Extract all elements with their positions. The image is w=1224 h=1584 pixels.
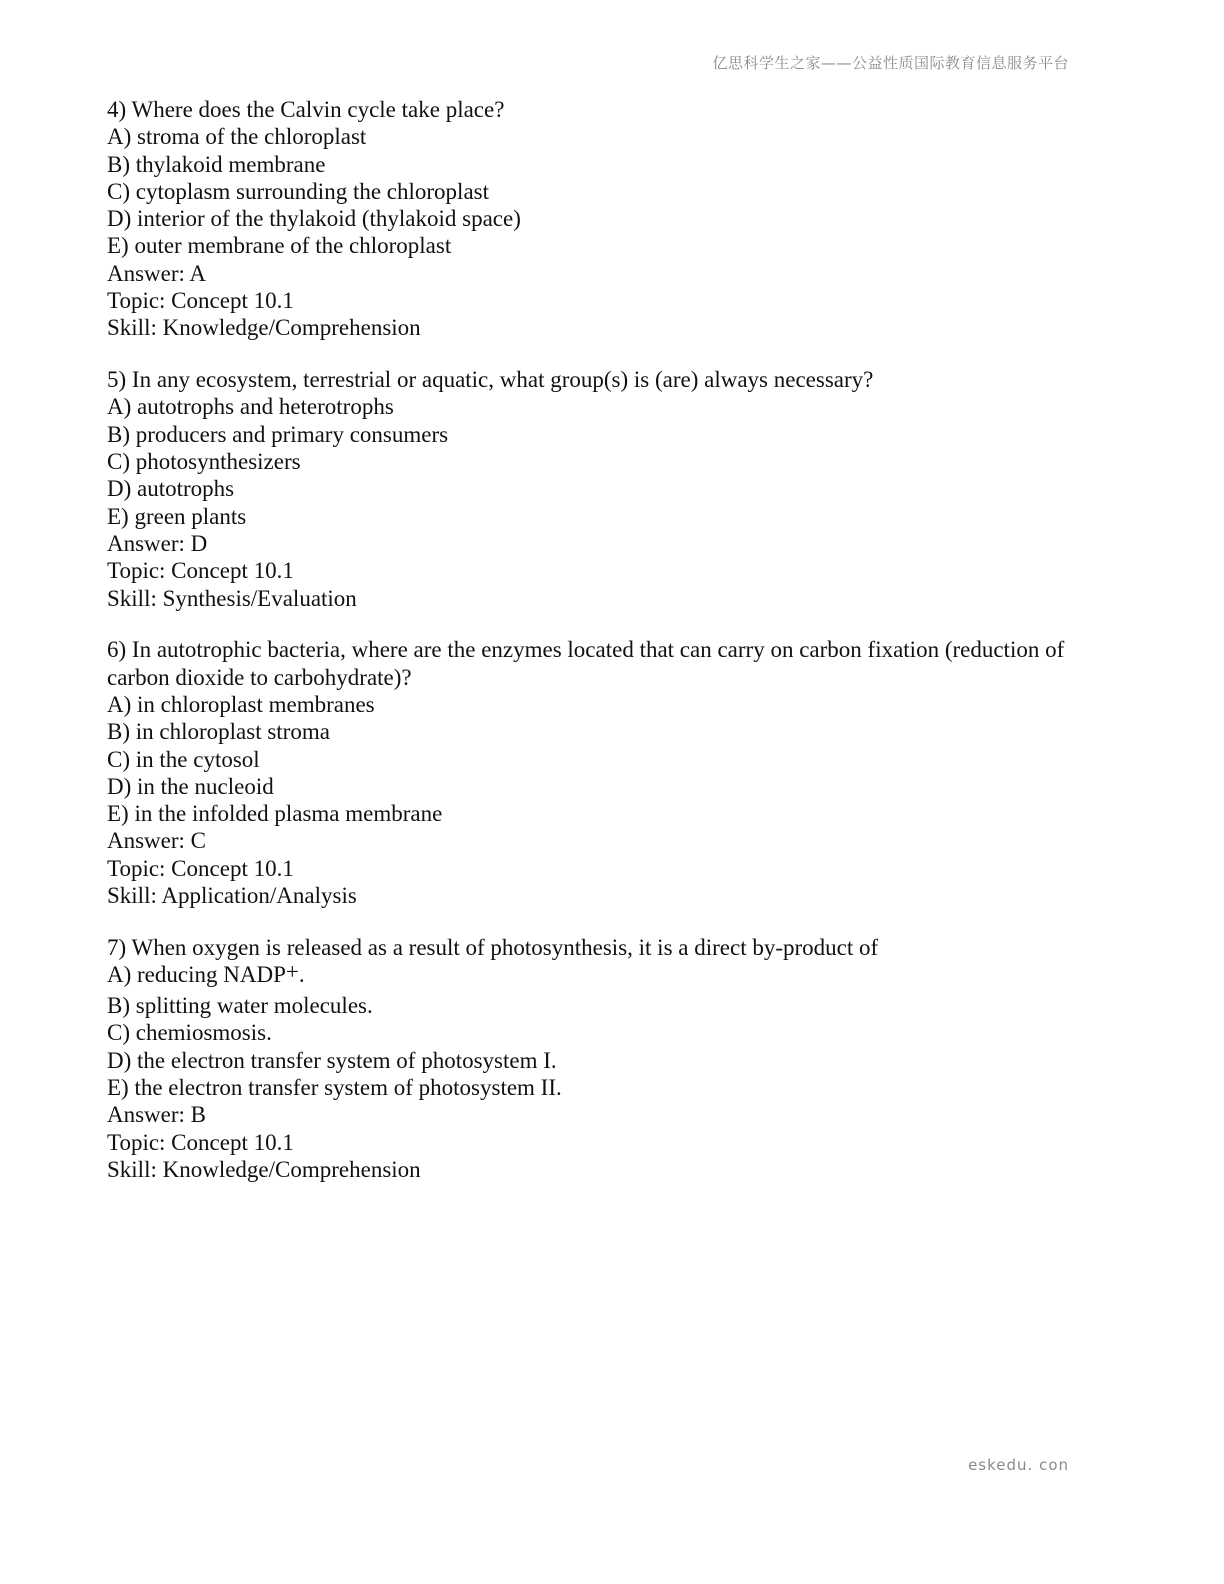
option-e: E) the electron transfer system of photosystem II. <box>107 1075 562 1100</box>
option-d: D) interior of the thylakoid (thylakoid space) <box>107 206 521 232</box>
footer-watermark: eskedu. con <box>968 1456 1069 1474</box>
option-c: C) photosynthesizers <box>107 449 301 475</box>
option-a: A) in chloroplast membranes <box>107 691 375 717</box>
question-list <box>107 96 1117 1208</box>
option-a: A) autotrophs and heterotrophs <box>107 394 394 420</box>
option-c: C) in the cytosol <box>107 746 260 772</box>
skill: Skill: Application/Analysis <box>107 883 357 909</box>
superscript-plus: + <box>285 959 299 985</box>
option-a: A) stroma of the chloroplast <box>107 124 367 150</box>
topic: Topic: Concept 10.1 <box>107 558 294 584</box>
skill: Skill: Knowledge/Comprehension <box>107 315 421 341</box>
option-e: E) green plants <box>107 503 247 529</box>
option-b: B) thylakoid membrane <box>107 151 326 177</box>
option-e: E) outer membrane of the chloroplast <box>107 233 452 259</box>
topic: Topic: Concept 10.1 <box>107 288 294 314</box>
answer: Answer: B <box>107 1102 207 1128</box>
answer: Answer: C <box>107 828 207 854</box>
question-5 <box>107 366 1117 612</box>
question-7 <box>107 934 1117 1183</box>
question-text: 6) In autotrophic bacteria, where are the enzymes located that can carry on carbon fixation (reduction of carbon dioxide to carbohydrate)? <box>107 637 1065 690</box>
option-c: C) chemiosmosis. <box>107 1020 272 1046</box>
skill: Skill: Synthesis/Evaluation <box>107 585 357 611</box>
skill: Skill: Knowledge/Comprehension <box>107 1156 421 1182</box>
question-4 <box>107 96 1117 342</box>
question-text: 4) Where does the Calvin cycle take place? <box>107 97 505 122</box>
question-text: 7) When oxygen is released as a result of photosynthesis, it is a direct by-product of <box>107 934 879 960</box>
option-b: B) in chloroplast stroma <box>107 719 330 745</box>
answer: Answer: A <box>107 260 207 286</box>
option-d: D) the electron transfer system of photosystem I. <box>107 1047 557 1073</box>
option-b: B) splitting water molecules. <box>107 993 373 1019</box>
option-d: D) autotrophs <box>107 476 235 502</box>
option-a-text: A) reducing NADP <box>107 962 286 988</box>
option-b: B) producers and primary consumers <box>107 421 449 447</box>
answer: Answer: D <box>107 530 208 556</box>
question-6 <box>107 636 1117 909</box>
header-watermark: 亿思科学生之家——公益性质国际教育信息服务平台 <box>712 54 1069 72</box>
option-d: D) in the nucleoid <box>107 773 274 799</box>
question-text: 5) In any ecosystem, terrestrial or aquatic, what group(s) is (are) always necessary? <box>107 367 874 393</box>
option-a <box>107 958 1117 992</box>
option-c: C) cytoplasm surrounding the chloroplast <box>107 178 489 204</box>
topic: Topic: Concept 10.1 <box>107 1129 294 1155</box>
option-e: E) in the infolded plasma membrane <box>107 801 443 827</box>
option-a-period: . <box>298 962 305 988</box>
topic: Topic: Concept 10.1 <box>107 855 294 881</box>
